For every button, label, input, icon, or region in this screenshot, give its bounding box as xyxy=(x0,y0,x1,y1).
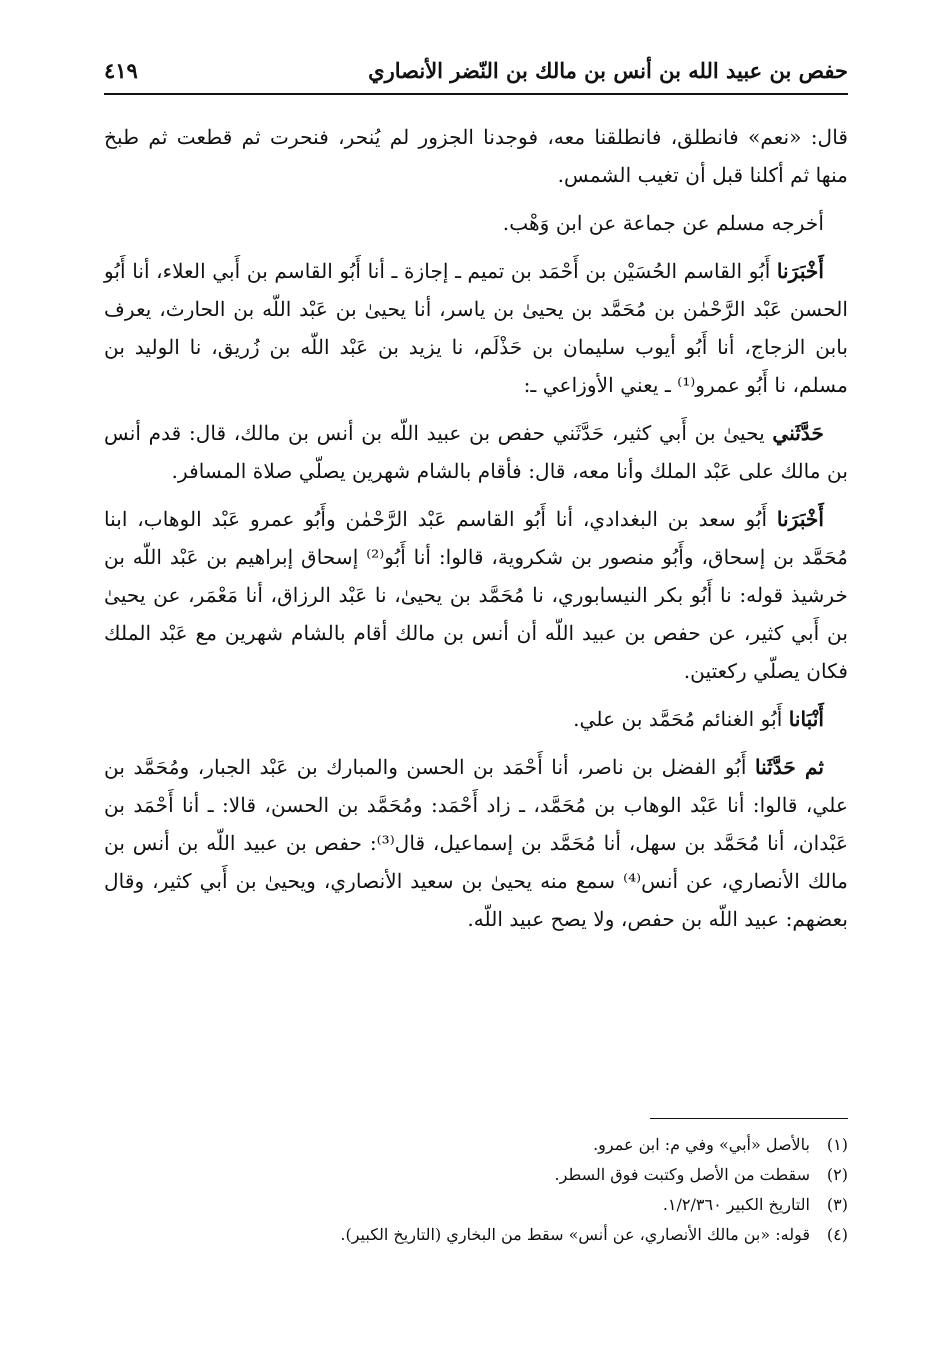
footnote xyxy=(104,1160,848,1190)
footnote-text: قوله: «بن مالك الأنصاري، عن أنس» سقط من البخاري (التاريخ الكبير). xyxy=(340,1225,810,1244)
paragraph xyxy=(104,118,848,194)
paragraph-lead: ثم حَدَّثَنا xyxy=(754,755,824,779)
footnote-number: (٢) xyxy=(826,1165,848,1184)
footnote xyxy=(104,1190,848,1220)
paragraph-lead: حَدَّثَني xyxy=(772,421,824,445)
paragraph xyxy=(104,748,848,938)
paragraph-lead: أَنْبَانا xyxy=(788,707,824,731)
paragraph-text: أَبُو الغنائم مُحَمَّد بن علي. xyxy=(573,707,789,731)
paragraph-text: أَبُو الفضل بن ناصر، أنا أَحْمَد بن الحسن والمبارك بن عَبْد الجبار، ومُحَمَّد بن علي، قالوا: أنا عَبْد الوهاب بن مُحَمَّد، ـ زاد أَحْمَد: ومُحَمَّد بن الحسن، قالا: ـ أنا أَحْمَد بن عَبْدان، أنا مُحَمَّد بن سهل، أنا مُحَمَّد بن إسماعيل، قال⁽³⁾: حفص بن عبيد اللّه بن أنس بن مالك الأنصاري، عن أنس⁽⁴⁾ سمع منه يحيىٰ بن سعيد الأنصاري، ويحيىٰ بن أَبي كثير، وقال بعضهم: عبيد اللّه بن حفص، ولا يصح عبيد اللّه. xyxy=(104,755,848,931)
paragraph xyxy=(104,204,848,242)
footnote-rule xyxy=(650,1118,848,1119)
paragraph xyxy=(104,500,848,690)
running-header xyxy=(104,58,848,92)
footnote-number: (١) xyxy=(826,1135,848,1154)
header-title: حفص بن عبيد الله بن أنس بن مالك بن النّضر الأنصاري xyxy=(368,58,848,83)
paragraph xyxy=(104,252,848,404)
body-text xyxy=(104,118,848,948)
paragraph-text: أَبُو القاسم الحُسَيْن بن أَحْمَد بن تميم ـ إجازة ـ أنا أَبُو القاسم بن أَبي العلاء، أنا أَبُو الحسن عَبْد الرَّحْمٰن بن مُحَمَّد بن يحيىٰ بن ياسر، أنا يحيىٰ بن عَبْد اللّه بن الحارث، يعرف بابن الزجاج، أنا أَبُو أيوب سليمان بن حَذْلَم، نا يزيد بن عَبْد اللّه بن زُريق، نا الوليد بن مسلم، نا أَبُو عمرو⁽¹⁾ ـ يعني الأوزاعي ـ: xyxy=(104,259,848,397)
paragraph-text: أَبُو سعد بن البغدادي، أنا أَبُو القاسم عَبْد الرَّحْمٰن وأَبُو عمرو عَبْد الوهاب، ابنا مُحَمَّد بن إسحاق، وأَبُو منصور بن شكروية، قالوا: أنا أَبُو⁽²⁾ إسحاق إبراهيم بن عَبْد اللّه بن خرشيذ قوله: نا أَبُو بكر النيسابوري، نا مُحَمَّد بن يحيىٰ، نا عَبْد الرزاق، أنا مَعْمَر، عن يحيىٰ بن أَبي كثير، عن حفص بن عبيد اللّه أن أنس بن مالك أقام بالشام شهرين مع عَبْد الملك فكان يصلّي ركعتين. xyxy=(104,507,848,683)
footnote-text: سقطت من الأصل وكتبت فوق السطر. xyxy=(554,1165,810,1184)
footnote xyxy=(104,1220,848,1250)
page-number: ٤١٩ xyxy=(104,58,138,83)
footnote-text: التاريخ الكبير ١/٢/٣٦٠. xyxy=(662,1195,810,1214)
paragraph xyxy=(104,700,848,738)
footnote-text: بالأصل «أبي» وفي م: ابن عمرو. xyxy=(593,1135,810,1154)
paragraph-text: أخرجه مسلم عن جماعة عن ابن وَهْب. xyxy=(502,211,824,235)
paragraph-text: يحيىٰ بن أَبي كثير، حَدَّثَني حفص بن عبيد اللّه بن أنس بن مالك، قال: قدم أنس بن مالك على عَبْد الملك وأنا معه، قال: فأقام بالشام شهرين يصلّي صلاة المسافر. xyxy=(104,421,848,483)
footnote-number: (٤) xyxy=(826,1225,848,1244)
footnote-number: (٣) xyxy=(826,1195,848,1214)
paragraph-lead: أَخْبَرَنا xyxy=(776,507,824,531)
header-rule xyxy=(104,93,848,95)
paragraph-lead: أَخْبَرَنا xyxy=(776,259,824,283)
paragraph xyxy=(104,414,848,490)
footnotes xyxy=(104,1130,848,1250)
paragraph-text: قال: «نعم» فانطلق، فانطلقنا معه، فوجدنا الجزور لم يُنحر، فنحرت ثم قطعت ثم طبخ منها ثم أكلنا قبل أن تغيب الشمس. xyxy=(104,125,848,187)
footnote xyxy=(104,1130,848,1160)
